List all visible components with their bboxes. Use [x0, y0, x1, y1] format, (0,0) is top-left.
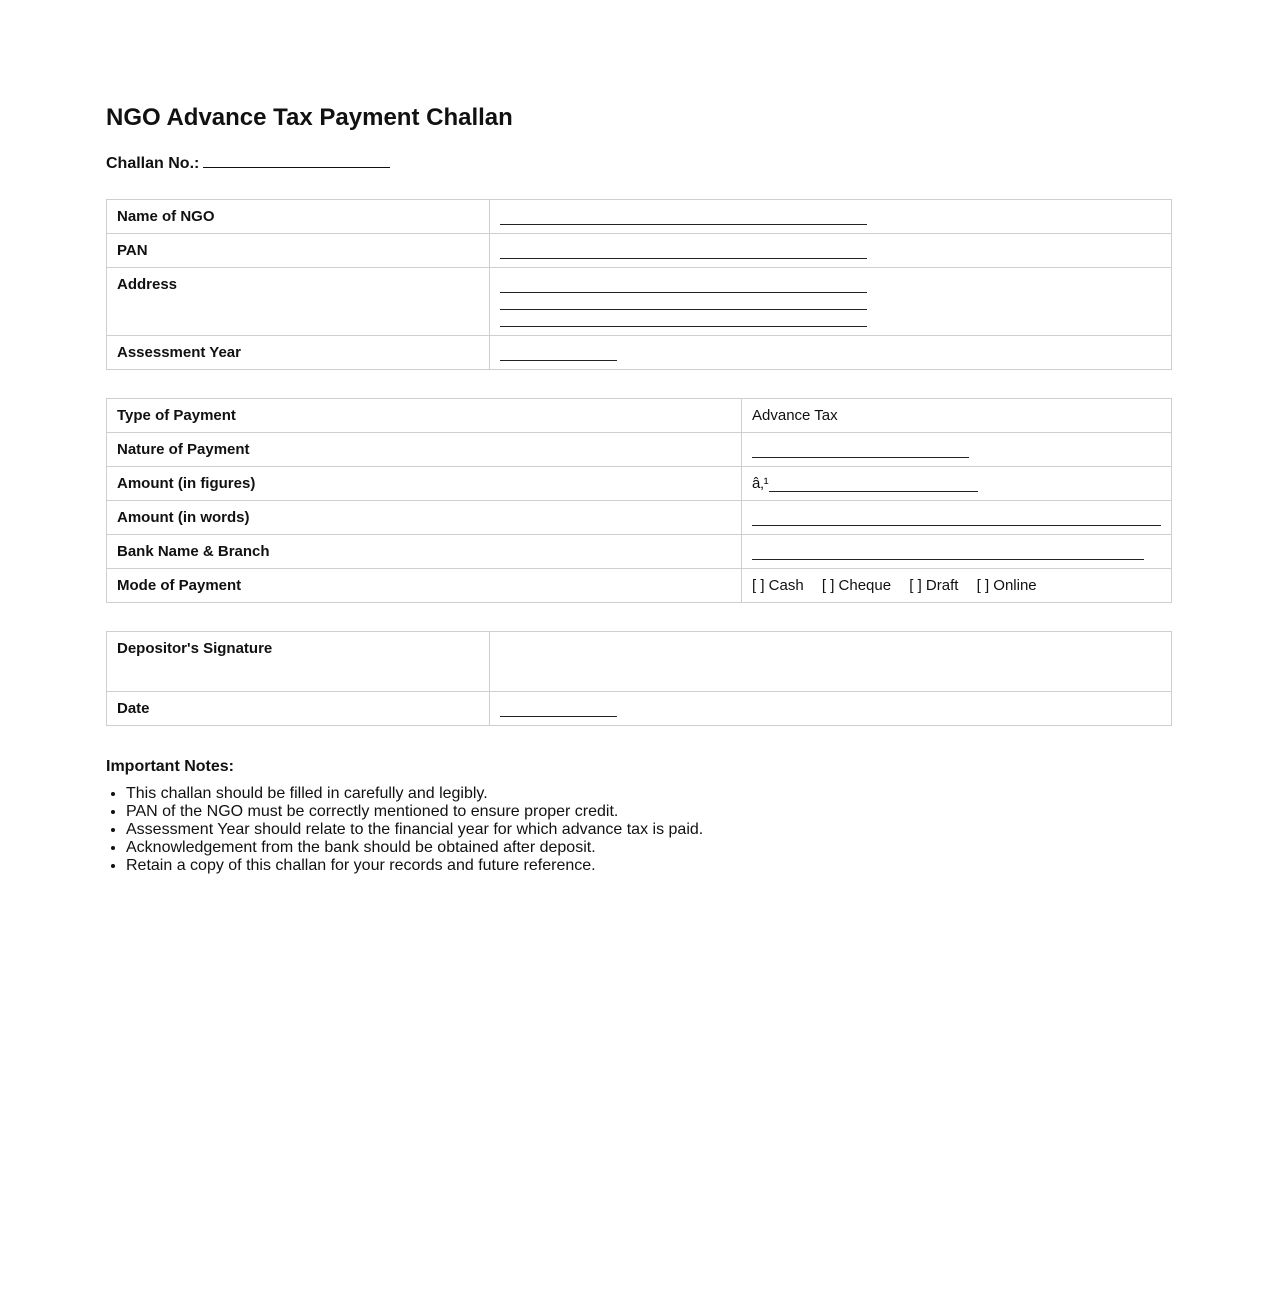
payment-details-table	[106, 398, 1172, 603]
bank-name-branch-field[interactable]	[742, 535, 1172, 569]
name-of-ngo-field[interactable]	[490, 200, 1172, 234]
table-row	[107, 692, 1172, 726]
amount-words-field[interactable]	[742, 501, 1172, 535]
table-row	[107, 268, 1172, 336]
pan-field[interactable]	[490, 234, 1172, 268]
list-item: • Acknowledgement from the bank should be obtained after deposit.	[126, 839, 703, 857]
fill-line	[500, 700, 617, 717]
page-title: NGO Advance Tax Payment Challan	[106, 104, 513, 131]
table-row	[107, 535, 1172, 569]
mode-of-payment-label: Mode of Payment	[107, 569, 742, 603]
list-item: • Retain a copy of this challan for your records and future reference.	[126, 857, 703, 875]
bank-name-branch-label: Bank Name & Branch	[107, 535, 742, 569]
list-item: • This challan should be filled in carefully and legibly.	[126, 785, 703, 803]
table-row	[107, 200, 1172, 234]
amount-figures-label: Amount (in figures)	[107, 467, 742, 501]
fill-line	[500, 276, 867, 293]
ngo-details-table	[106, 199, 1172, 370]
table-row	[107, 632, 1172, 692]
table-row	[107, 399, 1172, 433]
date-label: Date	[107, 692, 490, 726]
type-of-payment-label: Type of Payment	[107, 399, 742, 433]
signature-table	[106, 631, 1172, 726]
notes-list	[106, 785, 703, 875]
nature-of-payment-field[interactable]	[742, 433, 1172, 467]
type-of-payment-value: Advance Tax	[742, 399, 1172, 433]
amount-figures-field[interactable]	[742, 467, 1172, 501]
amount-words-label: Amount (in words)	[107, 501, 742, 535]
table-row	[107, 234, 1172, 268]
fill-line	[500, 293, 867, 310]
mode-option-cash[interactable]: [ ] Cash	[752, 577, 804, 594]
pan-label: PAN	[107, 234, 490, 268]
fill-line	[752, 441, 969, 458]
depositor-signature-label: Depositor's Signature	[107, 632, 490, 692]
fill-line	[500, 208, 867, 225]
date-field[interactable]	[490, 692, 1172, 726]
currency-symbol: â‚¹	[752, 475, 769, 492]
address-label: Address	[107, 268, 490, 336]
fill-line	[752, 509, 1161, 526]
list-item: • Assessment Year should relate to the financial year for which advance tax is paid.	[126, 821, 703, 839]
fill-line	[500, 310, 867, 327]
challan-number-label: Challan No.:	[106, 155, 200, 172]
amount-figures-wrap	[752, 475, 978, 492]
fill-line	[752, 543, 1144, 560]
mode-option-cheque[interactable]: [ ] Cheque	[821, 577, 892, 594]
challan-number	[106, 152, 390, 174]
table-row	[107, 433, 1172, 467]
table-row	[107, 501, 1172, 535]
table-row	[107, 569, 1172, 603]
address-field[interactable]	[490, 268, 1172, 336]
table-row	[107, 336, 1172, 370]
notes-title: Important Notes:	[106, 758, 234, 775]
assessment-year-field[interactable]	[490, 336, 1172, 370]
table-row	[107, 467, 1172, 501]
name-of-ngo-label: Name of NGO	[107, 200, 490, 234]
assessment-year-label: Assessment Year	[107, 336, 490, 370]
fill-line	[500, 242, 867, 259]
fill-line	[500, 344, 617, 361]
mode-of-payment-options	[742, 569, 1172, 603]
fill-line	[769, 475, 978, 492]
challan-number-blank[interactable]	[203, 152, 390, 168]
depositor-signature-field[interactable]	[490, 632, 1172, 692]
nature-of-payment-label: Nature of Payment	[107, 433, 742, 467]
mode-option-draft[interactable]: [ ] Draft	[909, 577, 959, 594]
list-item: • PAN of the NGO must be correctly mentioned to ensure proper credit.	[126, 803, 703, 821]
mode-option-online[interactable]: [ ] Online	[976, 577, 1037, 594]
